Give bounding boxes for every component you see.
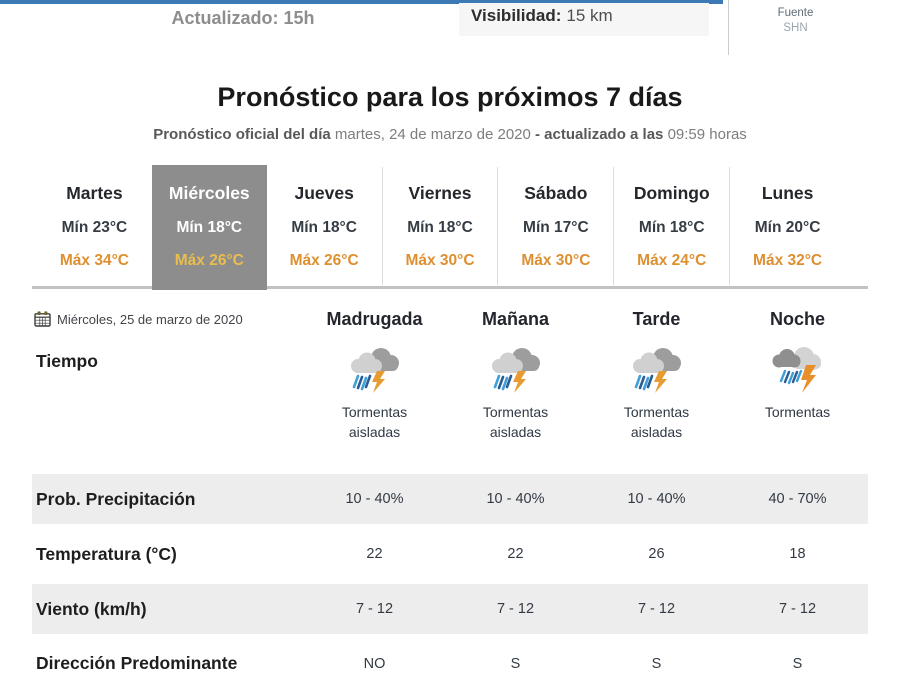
selected-date-text: Miércoles, 25 de marzo de 2020 [57,311,243,327]
day-tabs [37,167,845,285]
source-value: SHN [783,22,808,34]
visibility-label: Visibilidad: [471,6,562,25]
forecast-subtitle [0,126,900,143]
day-name: Domingo [633,183,710,203]
min-temp: Mín 18°C [407,219,473,236]
table-header-row [32,301,868,337]
day-tab-lunes[interactable] [729,167,845,285]
wind-direction-value-noche: S [792,655,803,672]
wind-direction-row [32,634,868,693]
period-header-noche: Noche [769,308,825,329]
min-temp: Mín 23°C [61,219,128,236]
daily-detail-table [32,301,868,693]
max-temp: Máx 30°C [521,252,591,269]
weather-row-label: Tiempo [36,351,98,371]
precipitation-row-label: Prob. Precipitación [36,488,196,509]
precipitation-value-noche: 40 - 70% [768,491,827,507]
weather-cell-tarde [586,337,727,474]
max-temp: Máx 30°C [405,252,475,269]
visibility-panel [459,3,709,36]
updated-time-label: Actualizado: 15h [171,8,315,28]
max-temp: Máx 26°C [289,252,359,269]
calendar-icon [34,311,51,327]
day-tab-jueves[interactable] [267,167,382,285]
max-temp: Máx 24°C [637,252,707,269]
max-temp: Máx 34°C [59,252,129,269]
weather-caption: Tormentas aisladas [341,404,408,440]
top-bar [0,0,900,58]
temperature-row-label: Temperatura (°C) [36,543,177,564]
day-tab-sabado[interactable] [497,167,613,285]
wind-value-manana: 7 - 12 [496,601,535,617]
temperature-value-manana: 22 [507,546,524,562]
subtitle-official-label: Pronóstico oficial del día [153,126,331,143]
min-temp: Mín 18°C [176,219,243,236]
day-tab-domingo[interactable] [613,167,729,285]
min-temp: Mín 18°C [638,219,705,236]
temperature-value-madrugada: 22 [366,546,383,562]
day-name: Lunes [761,183,814,203]
source-label: Fuente [777,7,814,19]
storm-isolated-icon [343,345,407,395]
selected-date [32,311,304,327]
precipitation-value-madrugada: 10 - 40% [345,491,404,507]
day-name: Miércoles [168,183,250,203]
wind-value-noche: 7 - 12 [778,601,817,617]
weather-caption: Tormentas [764,404,831,420]
weather-cell-madrugada [304,337,445,474]
wind-value-madrugada: 7 - 12 [355,601,394,617]
wind-row [32,584,868,634]
day-tab-martes[interactable] [37,167,152,285]
min-temp: Mín 20°C [754,219,821,236]
wind-direction-value-madrugada: NO [363,655,386,672]
storm-icon [766,345,830,395]
day-name: Jueves [294,183,354,203]
weather-cell-manana [445,337,586,474]
max-temp: Máx 32°C [753,252,823,269]
storm-isolated-icon [625,345,689,395]
day-name: Viernes [408,183,472,203]
subtitle-date: martes, 24 de marzo de 2020 [330,126,536,143]
weather-caption: Tormentas aisladas [623,404,690,440]
wind-direction-row-label: Dirección Predominante [36,653,238,673]
period-header-madrugada: Madrugada [326,308,423,329]
subtitle-time: 09:59 horas [663,126,747,143]
wind-direction-value-manana: S [510,655,521,672]
temperature-row [32,524,868,584]
day-name: Martes [66,183,123,203]
period-header-tarde: Tarde [632,308,681,329]
subtitle-updated-label: - actualizado a las [535,126,664,143]
min-temp: Mín 17°C [523,219,589,236]
visibility-value: 15 km [566,6,613,25]
day-tab-viernes[interactable] [382,167,498,285]
wind-row-label: Viento (km/h) [36,598,147,619]
max-temp: Máx 26°C [174,252,244,269]
precipitation-value-tarde: 10 - 40% [627,491,686,507]
storm-isolated-icon [484,345,548,395]
wind-direction-value-tarde: S [651,655,662,672]
vertical-divider [728,0,729,55]
day-tabs-section [0,165,900,289]
temperature-value-noche: 18 [789,546,806,562]
wind-value-tarde: 7 - 12 [637,601,676,617]
precipitation-value-manana: 10 - 40% [486,491,545,507]
temperature-value-tarde: 26 [648,546,665,562]
source-panel [738,6,853,36]
day-name: Sábado [524,183,588,203]
weather-caption: Tormentas aisladas [482,404,549,440]
weather-cell-noche [727,337,868,474]
weather-row [32,337,868,474]
period-header-manana: Mañana [481,308,550,329]
precipitation-row [32,474,868,524]
min-temp: Mín 18°C [291,219,357,236]
page-title: Pronóstico para los próximos 7 días [217,82,683,112]
day-tab-miercoles[interactable] [152,165,267,290]
